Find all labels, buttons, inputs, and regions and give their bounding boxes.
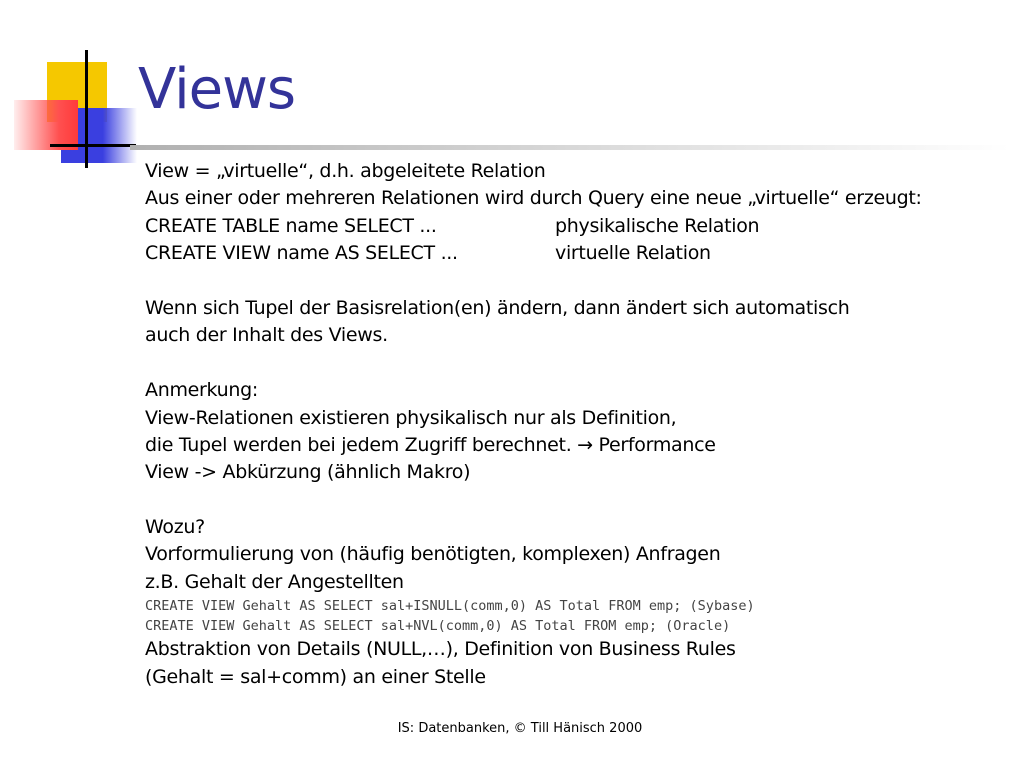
body-line: View = „virtuelle“, d.h. abgeleitete Relation bbox=[145, 160, 546, 182]
spacer bbox=[145, 350, 1005, 377]
body-line: Aus einer oder mehreren Relationen wird durch Query eine neue „virtuelle“ erzeugt: bbox=[145, 187, 922, 210]
spacer bbox=[145, 268, 1005, 295]
spacer bbox=[145, 487, 1005, 514]
body-line: Abstraktion von Details (NULL,…), Definition von Business Rules bbox=[145, 638, 736, 661]
create-view-row bbox=[145, 240, 1005, 267]
slide-footer: IS: Datenbanken, © Till Hänisch 2000 bbox=[397, 721, 643, 736]
create-view-statement: CREATE VIEW name AS SELECT ... bbox=[145, 242, 458, 265]
create-table-statement: CREATE TABLE name SELECT ... bbox=[145, 214, 437, 237]
slide-title: Views bbox=[138, 57, 296, 122]
code-oracle: CREATE VIEW Gehalt AS SELECT sal+NVL(comm,0) AS Total FROM emp; (Oracle) bbox=[145, 618, 731, 635]
body-line: View-Relationen existieren physikalisch nur als Definition, bbox=[145, 406, 677, 429]
logo-vertical-line bbox=[85, 50, 88, 168]
create-table-row bbox=[145, 213, 1005, 240]
note-heading: Anmerkung: bbox=[145, 379, 259, 402]
purpose-heading: Wozu? bbox=[145, 516, 205, 539]
body-line: die Tupel werden bei jedem Zugriff berechnet. → Performance bbox=[145, 433, 716, 456]
logo-red-square bbox=[14, 100, 78, 150]
create-table-description: physikalische Relation bbox=[555, 214, 760, 237]
code-sybase: CREATE VIEW Gehalt AS SELECT sal+ISNULL(comm,0) AS Total FROM emp; (Sybase) bbox=[145, 598, 755, 615]
slide-body bbox=[145, 158, 1005, 691]
body-line: z.B. Gehalt der Angestellten bbox=[145, 570, 404, 593]
body-line: Wenn sich Tupel der Basisrelation(en) ändern, dann ändert sich automatisch bbox=[145, 296, 850, 319]
body-line: (Gehalt = sal+comm) an einer Stelle bbox=[145, 665, 486, 688]
body-line: auch der Inhalt des Views. bbox=[145, 324, 388, 347]
body-line: Vorformulierung von (häufig benötigten, komplexen) Anfragen bbox=[145, 543, 721, 566]
title-divider bbox=[130, 145, 1010, 150]
create-view-description: virtuelle Relation bbox=[555, 242, 711, 265]
logo-horizontal-line bbox=[50, 144, 136, 147]
body-line: View -> Abkürzung (ähnlich Makro) bbox=[145, 461, 471, 484]
slide-logo bbox=[0, 0, 140, 170]
